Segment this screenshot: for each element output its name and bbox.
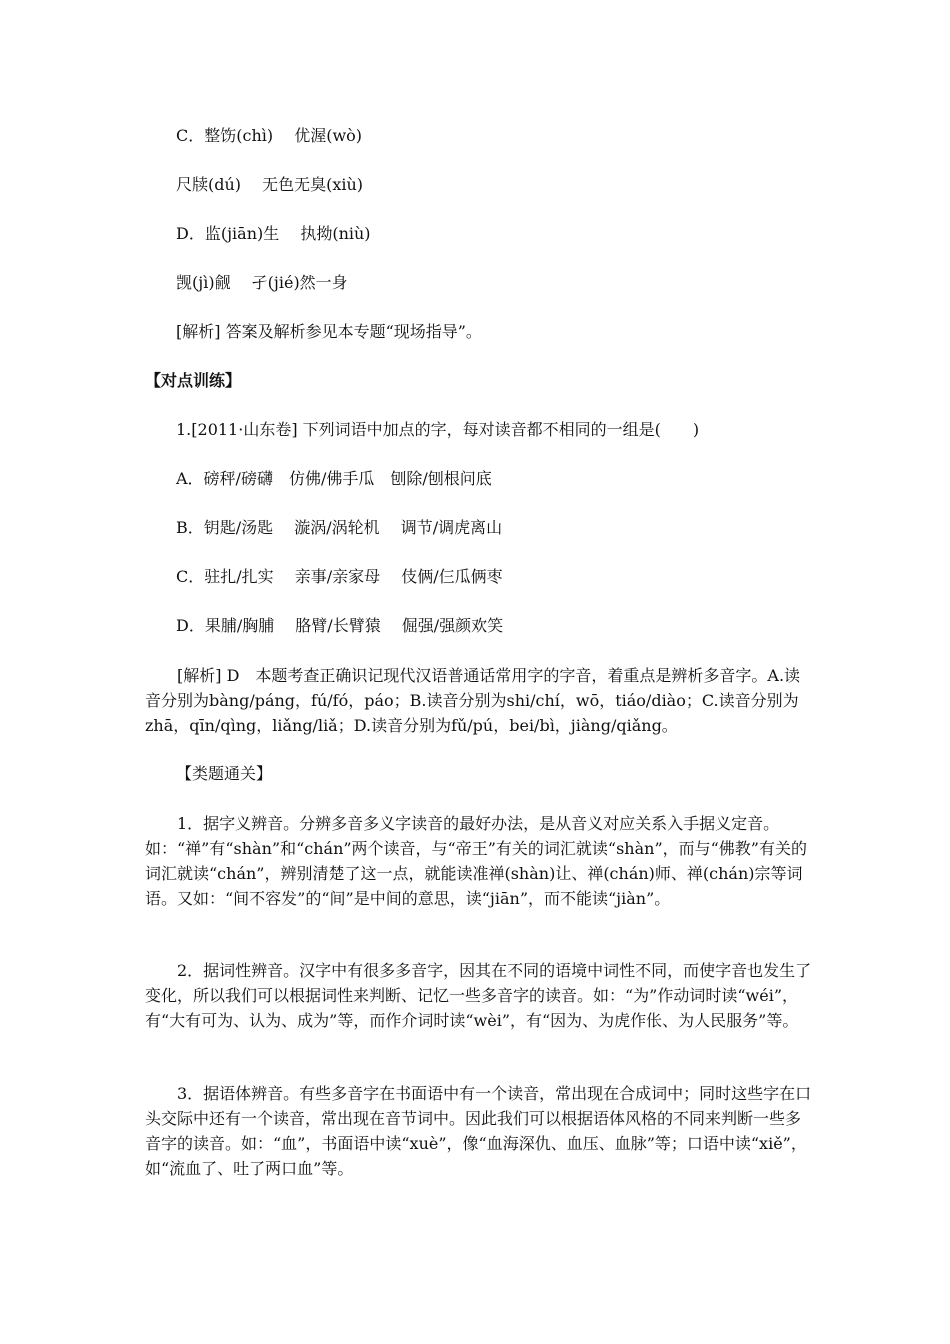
category-heading: 【类题通关】: [176, 764, 273, 783]
category-paragraph-3-text: 3．据语体辨音。有些多音字在书面语中有一个读音，常出现在合成词中；同时这些字在口头交际中还有一个读音，常出现在音节词中。因此我们可以根据语体风格的不同来判断一些多音字的读音。如：“血”，书面语中读“xuè”，像“血海深仇、血压、血脉”等；口语中读“xiě”，如“流血了、吐了两口血”等。: [145, 1084, 812, 1178]
category-paragraph-2: [145, 958, 815, 1033]
option-c-line-1: C．整饬(chì) 优渥(wò): [176, 126, 363, 145]
training-option-b: B．钥匙/汤匙 漩涡/涡轮机 调节/调虎离山: [176, 518, 503, 537]
training-option-d: D．果脯/胸脯 胳臂/长臂猿 倔强/强颜欢笑: [176, 616, 504, 635]
category-paragraph-2-text: 2．据词性辨音。汉字中有很多多音字，因其在不同的语境中词性不同，而使字音也发生了变化，所以我们可以根据词性来判断、记忆一些多音字的读音。如：“为”作动词时读“wéi”，有“大有可为、认为、成为”等，而作介词时读“wèi”，有“因为、为虎作伥、为人民服务”等。: [145, 961, 812, 1030]
training-analysis: [145, 663, 815, 738]
category-paragraph-3: [145, 1081, 815, 1181]
training-option-c: C．驻扎/扎实 亲事/亲家母 伎俩/仨瓜俩枣: [176, 567, 503, 586]
option-d-line-2: 觊(jì)觎 孑(jié)然一身: [176, 273, 348, 292]
training-option-a: A．磅秤/磅礴 仿佛/佛手瓜 刨除/刨根问底: [176, 469, 492, 488]
category-paragraph-1: [145, 811, 815, 911]
training-analysis-text: [解析] D 本题考查正确识记现代汉语普通话常用字的字音，着重点是辨析多音字。A.读音分别为bàng/páng，fú/fó，páo；B.读音分别为shi/chí，wō，tiáo/diào；C.读音分别为zhā，qīn/qìng，liǎng/liǎ；D.读音分别为fǔ/pú，bei/bì，jiàng/qiǎng。: [145, 666, 801, 735]
category-paragraph-1-text: 1．据字义辨音。分辨多音多义字读音的最好办法，是从音义对应关系入手据义定音。如：“禅”有“shàn”和“chán”两个读音，与“帝王”有关的词汇就读“shàn”，而与“佛教”有关的词汇就读“chán”，辨别清楚了这一点，就能读准禅(shàn)让、禅(chán)师、禅(chán)宗等词语。又如：“间不容发”的“间”是中间的意思，读“jiān”，而不能读“jiàn”。: [145, 814, 807, 908]
option-d-line-1: D．监(jiān)生 执拗(niù): [176, 224, 371, 243]
training-question: 1.[2011·山东卷] 下列词语中加点的字，每对读音都不相同的一组是( ): [176, 420, 700, 439]
option-c-line-2: 尺牍(dú) 无色无臭(xiù): [176, 175, 364, 194]
training-heading: 【对点训练】: [145, 371, 242, 390]
example-analysis: [解析] 答案及解析参见本专题“现场指导”。: [176, 322, 482, 341]
